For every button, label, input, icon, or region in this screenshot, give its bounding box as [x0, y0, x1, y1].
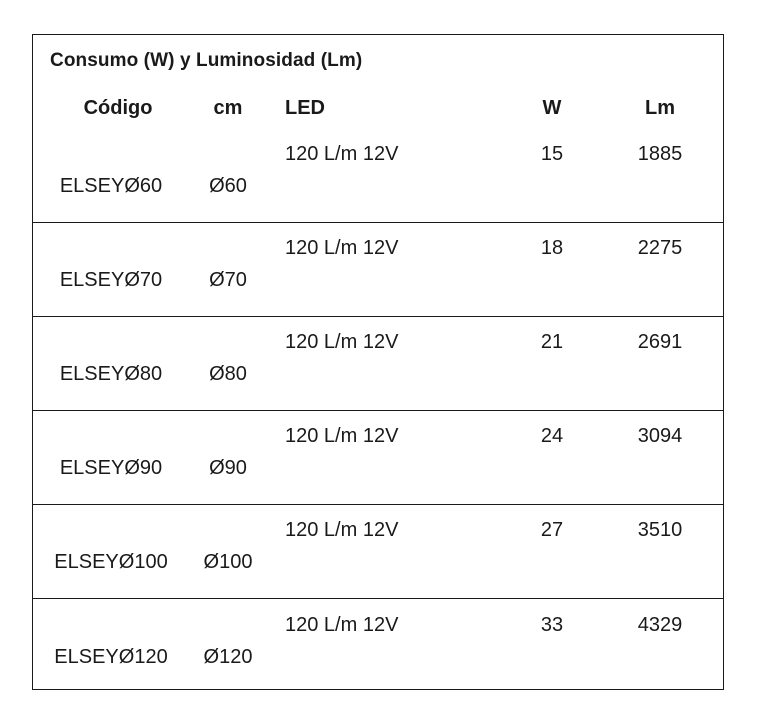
cell-lm: 3094 [637, 425, 683, 447]
cell-lm: 2691 [637, 331, 683, 353]
cell-led: 120 L/m 12V [285, 143, 399, 165]
cell-lm: 2275 [637, 237, 683, 259]
cell-led: 120 L/m 12V [285, 425, 399, 447]
table-row [33, 599, 723, 693]
cell-cm: Ø60 [209, 175, 247, 197]
cell-w: 27 [540, 519, 564, 541]
table-row [33, 411, 723, 505]
cell-cm: Ø100 [203, 551, 253, 573]
cell-w: 15 [540, 143, 564, 165]
table-row [33, 223, 723, 317]
cell-codigo: ELSEYØ120 [54, 646, 168, 668]
table-row [33, 505, 723, 599]
cell-led: 120 L/m 12V [285, 519, 399, 541]
cell-lm: 4329 [637, 614, 683, 636]
cell-cm: Ø70 [209, 269, 247, 291]
table-row [33, 317, 723, 411]
cell-w: 18 [540, 237, 564, 259]
cell-w: 33 [540, 614, 564, 636]
cell-w: 24 [540, 425, 564, 447]
cell-codigo: ELSEYØ100 [54, 551, 168, 573]
header-cm: cm [213, 97, 243, 119]
cell-codigo: ELSEYØ60 [59, 175, 163, 197]
consumption-table [32, 34, 724, 690]
cell-cm: Ø90 [209, 457, 247, 479]
cell-codigo: ELSEYØ90 [59, 457, 163, 479]
cell-codigo: ELSEYØ80 [59, 363, 163, 385]
header-lm: Lm [645, 97, 675, 119]
header-codigo: Código [83, 97, 153, 119]
table-row [33, 129, 723, 223]
header-w: W [542, 97, 562, 119]
cell-led: 120 L/m 12V [285, 237, 399, 259]
cell-cm: Ø120 [203, 646, 253, 668]
cell-w: 21 [540, 331, 564, 353]
cell-led: 120 L/m 12V [285, 331, 399, 353]
header-led: LED [285, 97, 325, 119]
cell-led: 120 L/m 12V [285, 614, 399, 636]
cell-cm: Ø80 [209, 363, 247, 385]
cell-codigo: ELSEYØ70 [59, 269, 163, 291]
cell-lm: 3510 [637, 519, 683, 541]
cell-lm: 1885 [637, 143, 683, 165]
table-title: Consumo (W) y Luminosidad (Lm) [50, 50, 363, 71]
